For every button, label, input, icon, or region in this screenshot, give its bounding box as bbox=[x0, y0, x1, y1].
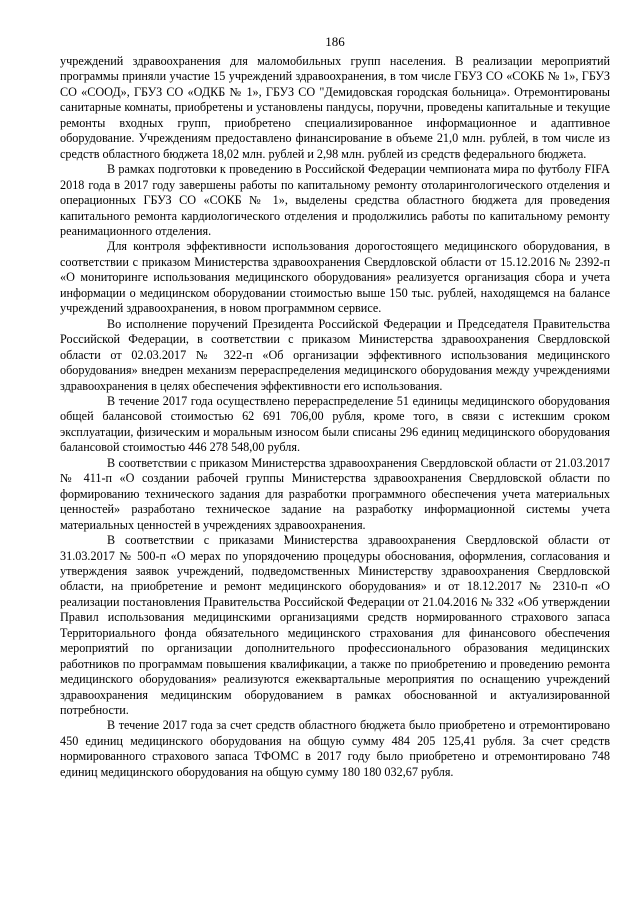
paragraph-working-group: В соответствии с приказом Министерства здравоохранения Свердловской области от 21.03.2017 № 411-п «О создании рабочей группы Министерства здравоохранения Свердловской области по формированию технического задания для разработки программного обеспечения учета материальных ценностей» разработано техническое задание на разработку информационной системы учета материальных ценностей в учреждениях здравоохранения. bbox=[60, 455, 610, 532]
paragraph-continuation: учреждений здравоохранения для маломобильных групп населения. В реализации мероприятий программы приняли участие 15 учреждений здравоохранения, в том числе ГБУЗ СО «СОКБ № 1», ГБУЗ СО «СООД», ГБУЗ СО «ОДКБ № 1», ГБУЗ СО "Демидовская городская больница». Отремонтированы санитарные комнаты, приобретены и установлены пандусы, поручни, проведены капитальные и текущие ремонты входных групп, приобретено специализированное информационное и адаптивное оборудование. Учреждениям предоставлено финансирование в объеме 21,0 млн. рублей, в том числе из средств областного бюджета 18,02 млн. рублей и 2,98 млн. рублей из средств федерального бюджета. bbox=[60, 54, 610, 161]
paragraph-equipment-monitoring: Для контроля эффективности использования дорогостоящего медицинского оборудования, в соответствии с приказом Министерства здравоохранения Свердловской области от 15.12.2016 № 2392-п «О мониторинге использования медицинского оборудования» реализуется организация сбора и учета информации о медицинском оборудовании стоимостью выше 150 тыс. рублей, находящемся на балансе учреждений здравоохранения, в новом программном сервисе. bbox=[60, 239, 610, 316]
document-page bbox=[60, 34, 610, 780]
paragraph-procurement-totals: В течение 2017 года за счет средств областного бюджета было приобретено и отремонтировано 450 единиц медицинского оборудования на общую сумму 484 205 125,41 рубля. За счет средств нормированного страхового запаса ТФОМС в 2017 году было приобретено и отремонтировано 748 единиц медицинского оборудования на общую сумму 180 180 032,67 рубля. bbox=[60, 718, 610, 779]
paragraph-fifa-2018-repairs: В рамках подготовки к проведению в Российской Федерации чемпионата мира по футболу FIFA 2018 года в 2017 году завершены работы по капитальному ремонту отоларингологического отделения и операционных ГБУЗ СО «СОКБ № 1», выделены средства областного бюджета для проведения капитального ремонта кардиологического отделения и продолжились работы по капитальному ремонту реанимационного отделения. bbox=[60, 162, 610, 238]
paragraph-orders-equipment-procurement: В соответствии с приказами Министерства здравоохранения Свердловской области от 31.03.2017 № 500-п «О мерах по упорядочению процедуры обоснования, оформления, согласования и утверждения заявок учреждений, подведомственных Министерству здравоохранения Свердловской области, на приобретение и ремонт медицинского оборудования» и от 18.12.2017 № 2310-п «О реализации постановления Правительства Российской Федерации от 21.04.2016 № 332 «Об утверждении Правил использования медицинскими организациями средств нормированного страхового запаса Территориального фонда обязательного медицинского страхования для финансового обеспечения мероприятий по организации дополнительного профессионального образования медицинских работников по программам повышения квалификации, а также по приобретению и проведению ремонта медицинского оборудования» реализуются ежеквартальные мероприятия по оснащению учреждений здравоохранения медицинским оборудованием в рамках обоснованной и актуализированной потребности. bbox=[60, 533, 610, 718]
paragraph-equipment-redistribution-mechanism: Во исполнение поручений Президента Российской Федерации и Председателя Правительства Российской Федерации, в соответствии с приказом Министерства здравоохранения Свердловской области от 02.03.2017 № 322-п «Об организации эффективного использования медицинского оборудования» внедрен механизм перераспределения медицинского оборудования между учреждениями здравоохранения в целях обеспечения эффективности его использования. bbox=[60, 316, 610, 393]
paragraph-redistribution-results: В течение 2017 года осуществлено перераспределение 51 единицы медицинского оборудования общей балансовой стоимостью 62 691 706,00 рубля, кроме того, в связи с истекшим сроком эксплуатации, физическим и моральным износом были списаны 296 единиц медицинского оборудования балансовой стоимостью 446 278 548,00 рубля. bbox=[60, 393, 610, 455]
page-number: 186 bbox=[325, 34, 345, 49]
